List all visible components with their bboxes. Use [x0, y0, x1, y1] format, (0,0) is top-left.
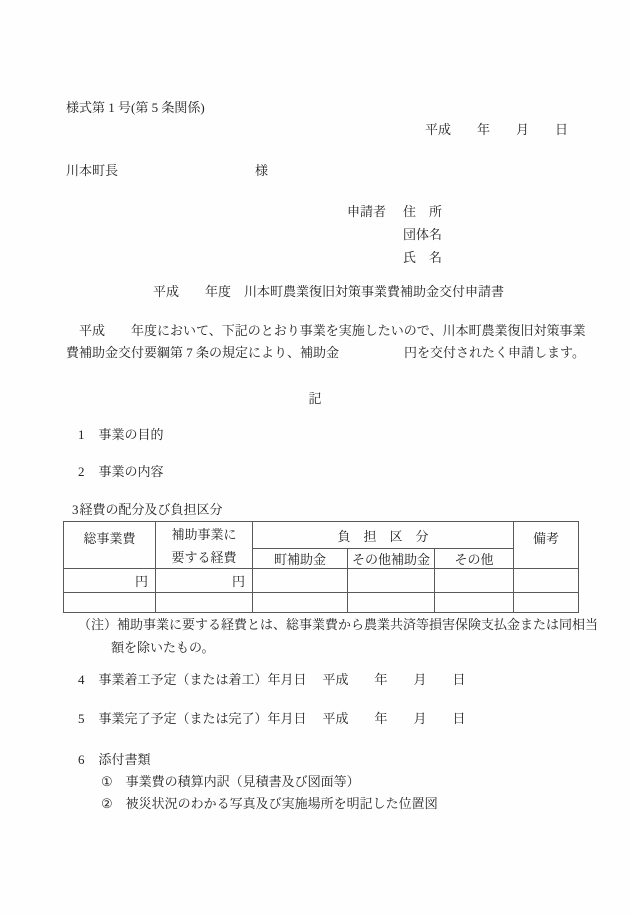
addressee-honorific: 様 [255, 163, 269, 178]
remarks-header: 備考 [514, 522, 579, 569]
form-number-label: 様式第 1 号(第 5 条関係) [66, 100, 205, 115]
body-paragraph-line2: 費補助金交付要綱第 7 条の規定により、補助金 円を交付されたく申請します。 [66, 345, 585, 360]
other-header: その他 [435, 549, 514, 569]
burden-category-header: 負 担 区 分 [253, 522, 514, 549]
item-3 [72, 503, 223, 518]
applicant-address-label: 住 所 [403, 204, 443, 219]
subsidy-cost-empty-cell [156, 593, 253, 613]
item-4-label: 事業着工予定（または着工）年月日 [98, 672, 307, 687]
town-subsidy-empty-cell [253, 593, 348, 613]
item-4 [78, 673, 466, 688]
other-subsidy-empty-cell [348, 593, 435, 613]
subsidy-cost-header-line1: 補助事業に [171, 527, 237, 542]
attachment-2-text: 被災状況のわかる写真及び実施場所を明記した位置図 [125, 796, 438, 811]
applicant-organization-label: 団体名 [403, 227, 443, 242]
item-1 [78, 428, 164, 443]
attachment-2 [101, 797, 438, 812]
item-1-label: 事業の目的 [98, 427, 164, 442]
item-6-number: 6 [78, 752, 85, 767]
town-subsidy-cell [253, 569, 348, 593]
note-line1: （注）補助事業に要する経費とは、総事業費から農業共済等損害保険支払金または同相当 [78, 617, 599, 632]
body-paragraph-line1: 平成 年度において、下記のとおり事業を実施したいので、川本町農業復旧対策事業 [66, 323, 586, 338]
town-subsidy-header: 町補助金 [253, 549, 348, 569]
document-title: 平成 年度 川本町農業復旧対策事業費補助金交付申請書 [153, 284, 505, 299]
item-5-number: 5 [78, 711, 85, 726]
item-5-label: 事業完了予定（または完了）年月日 [98, 711, 307, 726]
table-row [64, 593, 579, 613]
attachment-1-marker: ① [101, 774, 113, 789]
record-heading: 記 [308, 391, 322, 406]
subsidy-cost-header-line2: 要する経費 [171, 550, 237, 565]
applicant-label: 申請者 [347, 204, 387, 219]
item-2 [78, 465, 164, 480]
item-4-date-value: 平成 年 月 日 [322, 672, 466, 687]
total-cost-unit-cell: 円 [64, 569, 156, 593]
item-4-number: 4 [78, 672, 85, 687]
attachment-2-marker: ② [101, 796, 113, 811]
attachment-1 [101, 775, 360, 790]
item-5 [78, 712, 466, 727]
note-line2: 額を除いたもの。 [111, 640, 215, 655]
table-row [64, 569, 579, 593]
addressee-name: 川本町長 [66, 163, 119, 178]
other-subsidy-header: その他補助金 [348, 549, 435, 569]
date-line: 平成 年 月 日 [425, 122, 569, 137]
item-2-label: 事業の内容 [98, 464, 164, 479]
cost-allocation-table [63, 521, 579, 613]
remarks-cell [514, 569, 579, 593]
other-subsidy-cell [348, 569, 435, 593]
subsidy-cost-unit-cell: 円 [156, 569, 253, 593]
item-1-number: 1 [78, 427, 85, 442]
item-3-label: 経費の配分及び負担区分 [79, 502, 223, 517]
total-cost-empty-cell [64, 593, 156, 613]
subsidy-cost-header [156, 522, 253, 569]
remarks-empty-cell [514, 593, 579, 613]
item-3-number: 3 [72, 502, 79, 517]
other-empty-cell [435, 593, 514, 613]
item-6-label: 添付書類 [98, 752, 151, 767]
item-5-date-value: 平成 年 月 日 [322, 711, 466, 726]
attachment-1-text: 事業費の積算内訳（見積書及び図面等） [125, 774, 360, 789]
item-6 [78, 753, 151, 768]
item-2-number: 2 [78, 464, 85, 479]
total-cost-header: 総事業費 [64, 522, 156, 569]
other-cell [435, 569, 514, 593]
applicant-name-label: 氏 名 [403, 250, 443, 265]
